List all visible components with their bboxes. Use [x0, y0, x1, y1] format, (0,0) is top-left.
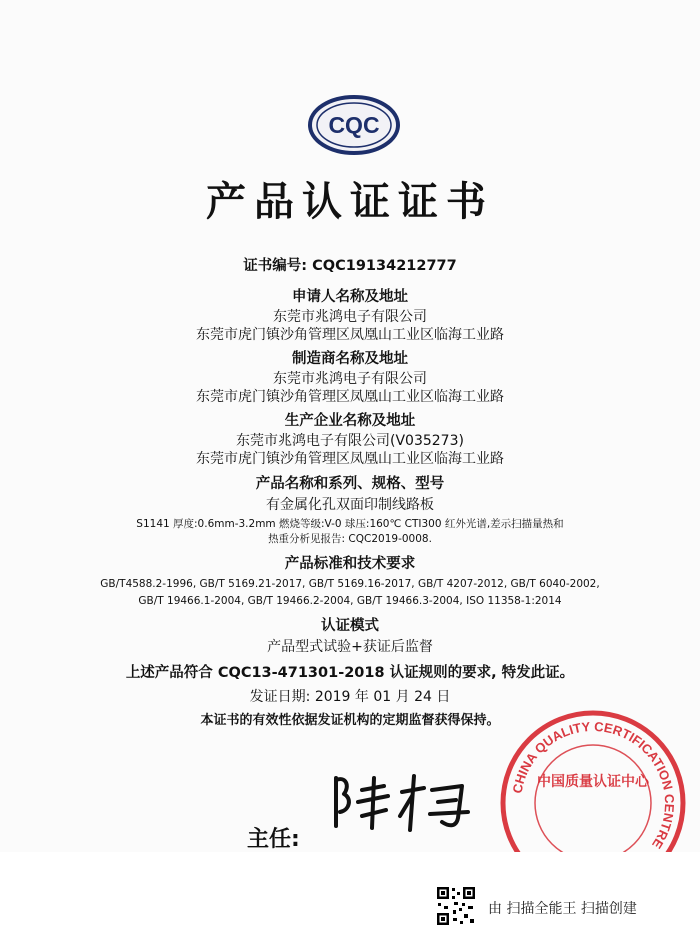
manufacturer-heading: 制造商名称及地址	[292, 351, 408, 367]
product-name: 有金属化孔双面印制线路板	[266, 497, 434, 513]
cert-number-label: 证书编号:	[243, 258, 308, 274]
standards-line2: GB/T 19466.1-2004, GB/T 19466.2-2004, GB/T 19466.3-2004, ISO 11358-1:2014	[138, 595, 562, 607]
scanner-footer	[0, 852, 700, 934]
cqc-logo-text: CQC	[328, 112, 380, 138]
product-spec-line1: S1141 厚度:0.6mm-3.2mm 燃烧等级:V-0 球压:160℃ CTI300 红外光谱,差示扫描量热和	[136, 518, 564, 530]
cert-mode-heading: 认证模式	[321, 618, 379, 634]
applicant-name: 东莞市兆鸿电子有限公司	[273, 309, 427, 325]
certificate-title: 产品认证证书	[206, 178, 494, 225]
factory-address: 东莞市虎门镇沙角管理区凤凰山工业区临海工业路	[196, 451, 504, 467]
issue-date: 发证日期: 2019 年 01 月 24 日	[249, 689, 451, 705]
applicant-heading: 申请人名称及地址	[292, 289, 408, 305]
cert-number-line	[0, 254, 700, 275]
cqc-logo	[306, 94, 402, 156]
cert-number-value: CQC19134212777	[312, 258, 457, 274]
compliance-statement: 上述产品符合 CQC13-471301-2018 认证规则的要求, 特发此证。	[125, 665, 575, 681]
director-label: 主任:	[247, 827, 300, 852]
applicant-address: 东莞市虎门镇沙角管理区凤凰山工业区临海工业路	[196, 327, 504, 343]
validity-note: 本证书的有效性依据发证机构的定期监督获得保持。	[200, 713, 500, 728]
manufacturer-address: 东莞市虎门镇沙角管理区凤凰山工业区临海工业路	[196, 389, 504, 405]
seal-center-text: 中国质量认证中心	[537, 774, 649, 790]
qr-code-icon	[436, 886, 476, 926]
cert-mode-value: 产品型式试验+获证后监督	[267, 639, 433, 655]
product-spec-line2: 热重分析见报告: CQC2019-0008.	[268, 533, 432, 545]
scanner-footer-text: 由 扫描全能王 扫描创建	[488, 901, 637, 917]
product-heading: 产品名称和系列、规格、型号	[255, 476, 445, 492]
factory-name: 东莞市兆鸿电子有限公司(V035273)	[236, 433, 464, 449]
director-signature	[322, 768, 482, 838]
official-seal	[498, 708, 688, 852]
standards-heading: 产品标准和技术要求	[284, 556, 416, 572]
manufacturer-name: 东莞市兆鸿电子有限公司	[273, 371, 427, 387]
factory-heading: 生产企业名称及地址	[284, 413, 416, 429]
seal-ring-text: CHINA QUALITY CERTIFICATION CENTRE	[509, 718, 678, 852]
standards-line1: GB/T4588.2-1996, GB/T 5169.21-2017, GB/T 5169.16-2017, GB/T 4207-2012, GB/T 6040-2002,	[100, 578, 600, 590]
